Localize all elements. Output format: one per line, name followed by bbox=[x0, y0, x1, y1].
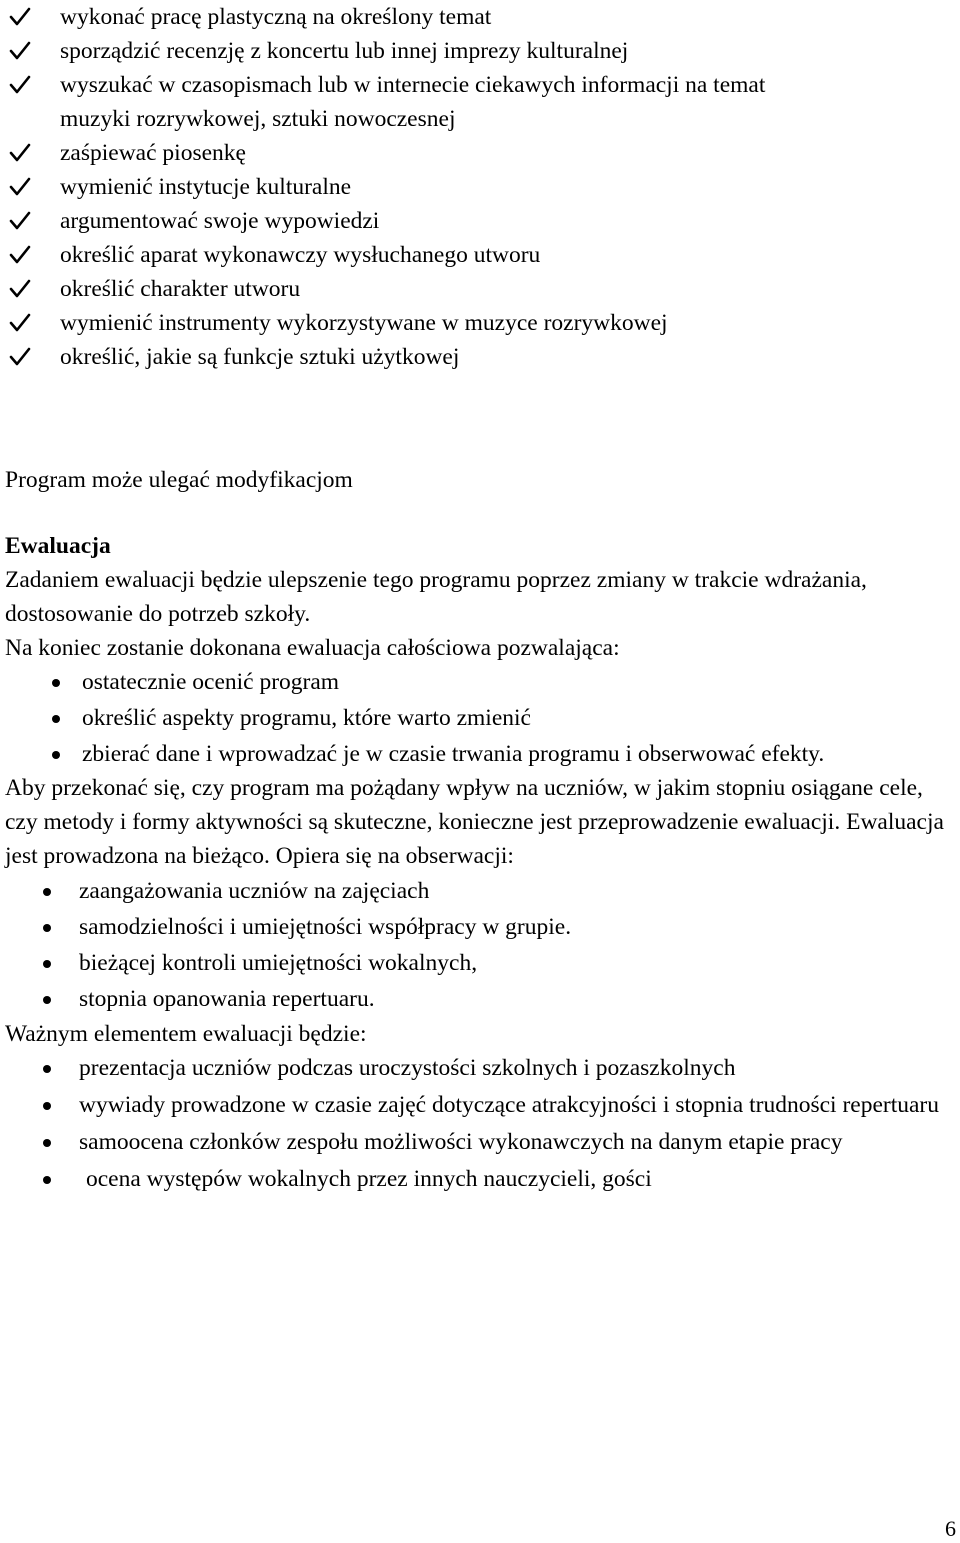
observation-list bbox=[5, 873, 955, 1017]
bullet-icon bbox=[43, 1102, 51, 1110]
checklist-text: sporządzić recenzję z koncertu lub innej imprezy kulturalnej bbox=[60, 38, 629, 64]
checkmark-icon bbox=[8, 39, 32, 63]
checkmark-icon bbox=[8, 243, 32, 267]
bullet-icon bbox=[43, 888, 51, 896]
checklist-item bbox=[0, 0, 960, 34]
list-item-text: prezentacja uczniów podczas uroczystości szkolnych i pozaszkolnych bbox=[79, 1055, 736, 1081]
list-item bbox=[5, 737, 955, 771]
evaluation-paragraph: Na koniec zostanie dokonana ewaluacja całościowa pozwalająca: bbox=[5, 635, 620, 661]
checklist-text: określić, jakie są funkcje sztuki użytkowej bbox=[60, 344, 460, 370]
list-item bbox=[5, 873, 955, 909]
key-elements-list bbox=[5, 1051, 955, 1197]
evaluation-section bbox=[5, 529, 955, 1199]
list-item-text: samodzielności i umiejętności współpracy w grupie. bbox=[79, 914, 572, 940]
evaluation-heading: Ewaluacja bbox=[5, 533, 111, 559]
list-item-text: stopnia opanowania repertuaru. bbox=[79, 986, 375, 1012]
checkmark-icon bbox=[8, 277, 32, 301]
checklist-text: wyszukać w czasopismach lub w internecie ciekawych informacji na temat bbox=[60, 72, 766, 98]
bullet-icon bbox=[43, 1065, 51, 1073]
bullet-icon bbox=[43, 1139, 51, 1147]
checklist-text: argumentować swoje wypowiedzi bbox=[60, 208, 380, 234]
list-item bbox=[5, 1051, 955, 1086]
checklist-item bbox=[0, 34, 960, 68]
checkmark-icon bbox=[8, 73, 32, 97]
list-item-text: określić aspekty programu, które warto zmienić bbox=[82, 705, 531, 731]
list-item-text: wywiady prowadzone w czasie zajęć dotyczące atrakcyjności i stopnia trudności repertuaru bbox=[79, 1092, 939, 1118]
checklist-item bbox=[0, 136, 960, 170]
checklist-text: określić aparat wykonawczy wysłuchanego utworu bbox=[60, 242, 541, 268]
bullet-icon bbox=[43, 1176, 51, 1184]
list-item-text: samoocena członków zespołu możliwości wykonawczych na danym etapie pracy bbox=[79, 1129, 843, 1155]
checkmark-icon bbox=[8, 209, 32, 233]
checklist-item bbox=[0, 170, 960, 204]
checklist-text: zaśpiewać piosenkę bbox=[60, 140, 246, 166]
list-item-text: ostatecznie ocenić program bbox=[82, 669, 340, 695]
evaluation-paragraph: Aby przekonać się, czy program ma pożądany wpływ na uczniów, w jakim stopniu osiągane cele, czy metody i formy aktywności są skuteczne, konieczne jest przeprowadzenie ewaluacji. Ewaluacja jest prowadzona na bieżąco. Opiera się na obserwacji: bbox=[5, 775, 944, 869]
list-item-text: zbierać dane i wprowadzać je w czasie trwania programu i obserwować efekty. bbox=[82, 741, 825, 767]
evaluation-paragraph: Ważnym elementem ewaluacji będzie: bbox=[5, 1021, 367, 1047]
checkmark-icon bbox=[8, 5, 32, 29]
checklist-text-continued: muzyki rozrywkowej, sztuki nowoczesnej bbox=[60, 106, 456, 132]
modification-note: Program może ulegać modyfikacjom bbox=[5, 467, 353, 493]
bullet-icon bbox=[52, 679, 60, 687]
checklist-text: wymienić instytucje kulturalne bbox=[60, 174, 352, 200]
list-item-text: zaangażowania uczniów na zajęciach bbox=[79, 878, 430, 904]
checklist-item bbox=[0, 68, 960, 136]
list-item bbox=[5, 945, 955, 981]
checklist-text: określić charakter utworu bbox=[60, 276, 301, 302]
list-item bbox=[5, 909, 955, 945]
bullet-icon bbox=[43, 996, 51, 1004]
evaluation-paragraph: Zadaniem ewaluacji będzie ulepszenie tego programu poprzez zmiany w trakcie wdrażania, dostosowanie do potrzeb szkoły. bbox=[5, 567, 867, 627]
checklist-item bbox=[0, 272, 960, 306]
list-item-text: bieżącej kontroli umiejętności wokalnych, bbox=[79, 950, 478, 976]
checkmark-icon bbox=[8, 311, 32, 335]
list-item-text: ocena występów wokalnych przez innych nauczycieli, gości bbox=[86, 1166, 652, 1192]
evaluation-goals-list bbox=[5, 665, 955, 771]
skills-checklist bbox=[0, 0, 960, 374]
list-item bbox=[5, 665, 955, 699]
list-item bbox=[5, 1125, 955, 1160]
checklist-item bbox=[0, 204, 960, 238]
list-item bbox=[5, 1088, 955, 1123]
list-item bbox=[5, 1162, 955, 1197]
checkmark-icon bbox=[8, 345, 32, 369]
list-item bbox=[5, 981, 955, 1017]
list-item bbox=[5, 701, 955, 735]
bullet-icon bbox=[52, 715, 60, 723]
page-number: 6 bbox=[945, 1516, 956, 1541]
checkmark-icon bbox=[8, 141, 32, 165]
checklist-item bbox=[0, 340, 960, 374]
checklist-item bbox=[0, 238, 960, 272]
checklist-text: wykonać pracę plastyczną na określony temat bbox=[60, 4, 492, 30]
checklist-text: wymienić instrumenty wykorzystywane w muzyce rozrywkowej bbox=[60, 310, 668, 336]
checkmark-icon bbox=[8, 175, 32, 199]
bullet-icon bbox=[43, 924, 51, 932]
bullet-icon bbox=[43, 960, 51, 968]
bullet-icon bbox=[52, 751, 60, 759]
checklist-item bbox=[0, 306, 960, 340]
